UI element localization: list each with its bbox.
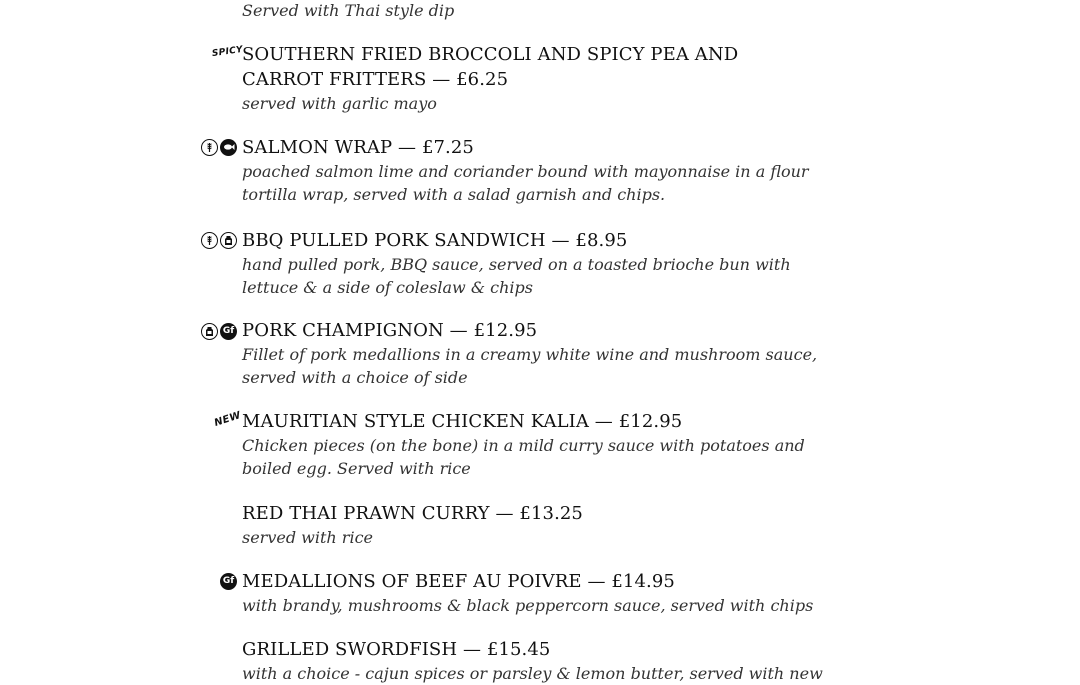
item-title: MEDALLIONS OF BEEF AU POIVRE — £14.95: [242, 571, 675, 592]
item-description: served with a choice of side: [242, 368, 468, 387]
menu-item-thai-dip: [242, 0, 842, 22]
allergen-icons: [201, 138, 237, 156]
milk-icon: [201, 323, 218, 340]
gluten-free-icon: Gf: [220, 323, 237, 340]
menu-item-prawn-curry: [242, 501, 842, 549]
item-description: served with rice: [242, 528, 373, 547]
menu-item-grilled-swordfish: [242, 637, 842, 685]
item-description: lettuce & a side of coleslaw & chips: [242, 278, 533, 297]
item-title: PORK CHAMPIGNON — £12.95: [242, 320, 538, 341]
item-description: tortilla wrap, served with a salad garnish and chips.: [242, 185, 666, 204]
wheat-icon: [201, 139, 218, 156]
allergen-icons: [220, 572, 237, 590]
gluten-free-icon: Gf: [220, 573, 237, 590]
item-title: SOUTHERN FRIED BROCCOLI AND SPICY PEA AND: [242, 44, 739, 65]
item-description: Chicken pieces (on the bone) in a mild curry sauce with potatoes and: [242, 436, 805, 455]
spicy-tag: SPICY: [211, 44, 244, 60]
menu-item-pork-champignon: [242, 318, 842, 389]
milk-icon: [220, 232, 237, 249]
item-title: CARROT FRITTERS — £6.25: [242, 69, 509, 90]
allergen-icons: [201, 231, 237, 249]
item-description: Served with Thai style dip: [242, 1, 455, 20]
item-title: GRILLED SWORDFISH — £15.45: [242, 639, 551, 660]
wheat-icon: [201, 232, 218, 249]
new-tag: NEW: [212, 410, 243, 429]
item-title: RED THAI PRAWN CURRY — £13.25: [242, 503, 583, 524]
menu-item-chicken-kalia: [242, 409, 842, 480]
item-title: MAURITIAN STYLE CHICKEN KALIA — £12.95: [242, 411, 683, 432]
menu-item-broccoli-fritters: [242, 42, 842, 115]
item-description: with a choice - cajun spices or parsley & lemon butter, served with new: [242, 664, 823, 683]
item-description: served with garlic mayo: [242, 94, 437, 113]
menu-item-bbq-pork: [242, 228, 842, 299]
item-title: SALMON WRAP — £7.25: [242, 137, 474, 158]
fish-icon: [220, 139, 237, 156]
item-title: BBQ PULLED PORK SANDWICH — £8.95: [242, 230, 628, 251]
item-description: Fillet of pork medallions in a creamy white wine and mushroom sauce,: [242, 345, 818, 364]
menu-item-beef-au-poivre: [242, 569, 842, 617]
item-description: boiled egg. Served with rice: [242, 459, 471, 478]
allergen-icons: [201, 322, 237, 340]
item-description: with brandy, mushrooms & black peppercorn sauce, served with chips: [242, 596, 814, 615]
item-description: poached salmon lime and coriander bound with mayonnaise in a flour: [242, 162, 809, 181]
item-description: hand pulled pork, BBQ sauce, served on a toasted brioche bun with: [242, 255, 791, 274]
menu-item-salmon-wrap: [242, 135, 842, 206]
